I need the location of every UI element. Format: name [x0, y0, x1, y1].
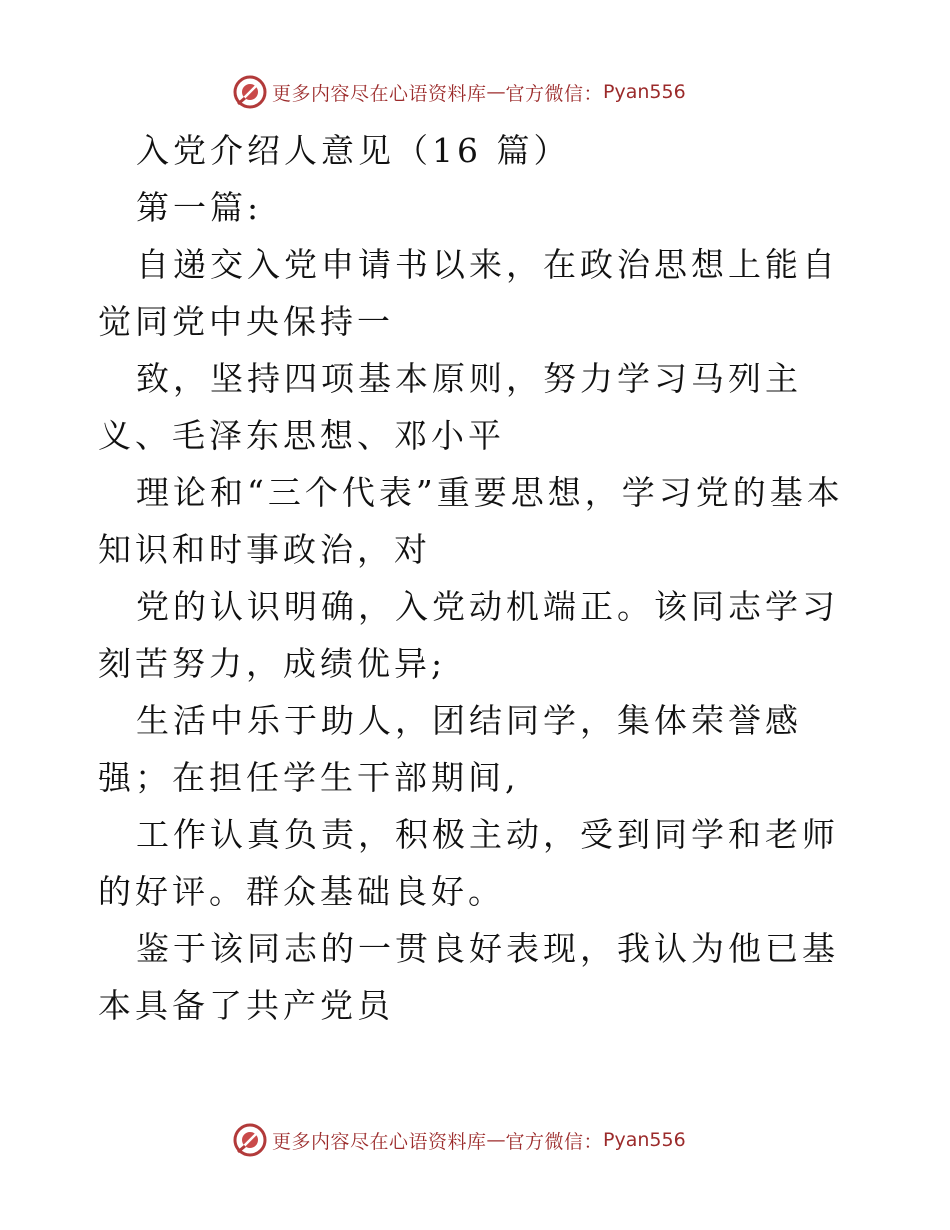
paragraph: 工作认真负责，积极主动，受到同学和老师的好评。群众基础良好。 — [98, 815, 839, 911]
paragraph: 鉴于该同志的一贯良好表现，我认为他已基本具备了共产党员 — [98, 929, 839, 1025]
document-body — [98, 122, 858, 1034]
section-heading: 第一篇: — [136, 188, 263, 227]
watermark-text: 更多内容尽在心语资料库 — [272, 1130, 487, 1153]
paragraph: 致，坚持四项基本原则，努力学习马列主义、毛泽东思想、邓小平 — [98, 359, 802, 455]
watermark-account-label: 官方微信： — [505, 82, 604, 105]
watermark-text: 更多内容尽在心语资料库 — [272, 82, 487, 105]
paragraph: 自递交入党申请书以来，在政治思想上能自觉同党中央保持一 — [98, 245, 839, 341]
watermark-account-id: Pyan556 — [603, 1129, 686, 1151]
header-watermark — [232, 72, 686, 112]
paragraph: 党的认识明确，入党动机端正。该同志学习刻苦努力，成绩优异; — [98, 587, 839, 683]
watermark-account-label: 官方微信： — [505, 1130, 604, 1153]
paragraph: 理论和“三个代表”重要思想，学习党的基本知识和时事政治，对 — [98, 473, 844, 569]
watermark-separator: — — [486, 1129, 506, 1151]
red-seal-logo-icon — [232, 1122, 268, 1158]
document-title: 入党介绍人意见（16 篇） — [136, 131, 571, 170]
footer-watermark — [232, 1120, 686, 1160]
watermark-separator: — — [486, 81, 506, 103]
paragraph: 生活中乐于助人，团结同学，集体荣誉感强；在担任学生干部期间, — [98, 701, 802, 797]
watermark-account-id: Pyan556 — [603, 81, 686, 103]
red-seal-logo-icon — [232, 74, 268, 110]
